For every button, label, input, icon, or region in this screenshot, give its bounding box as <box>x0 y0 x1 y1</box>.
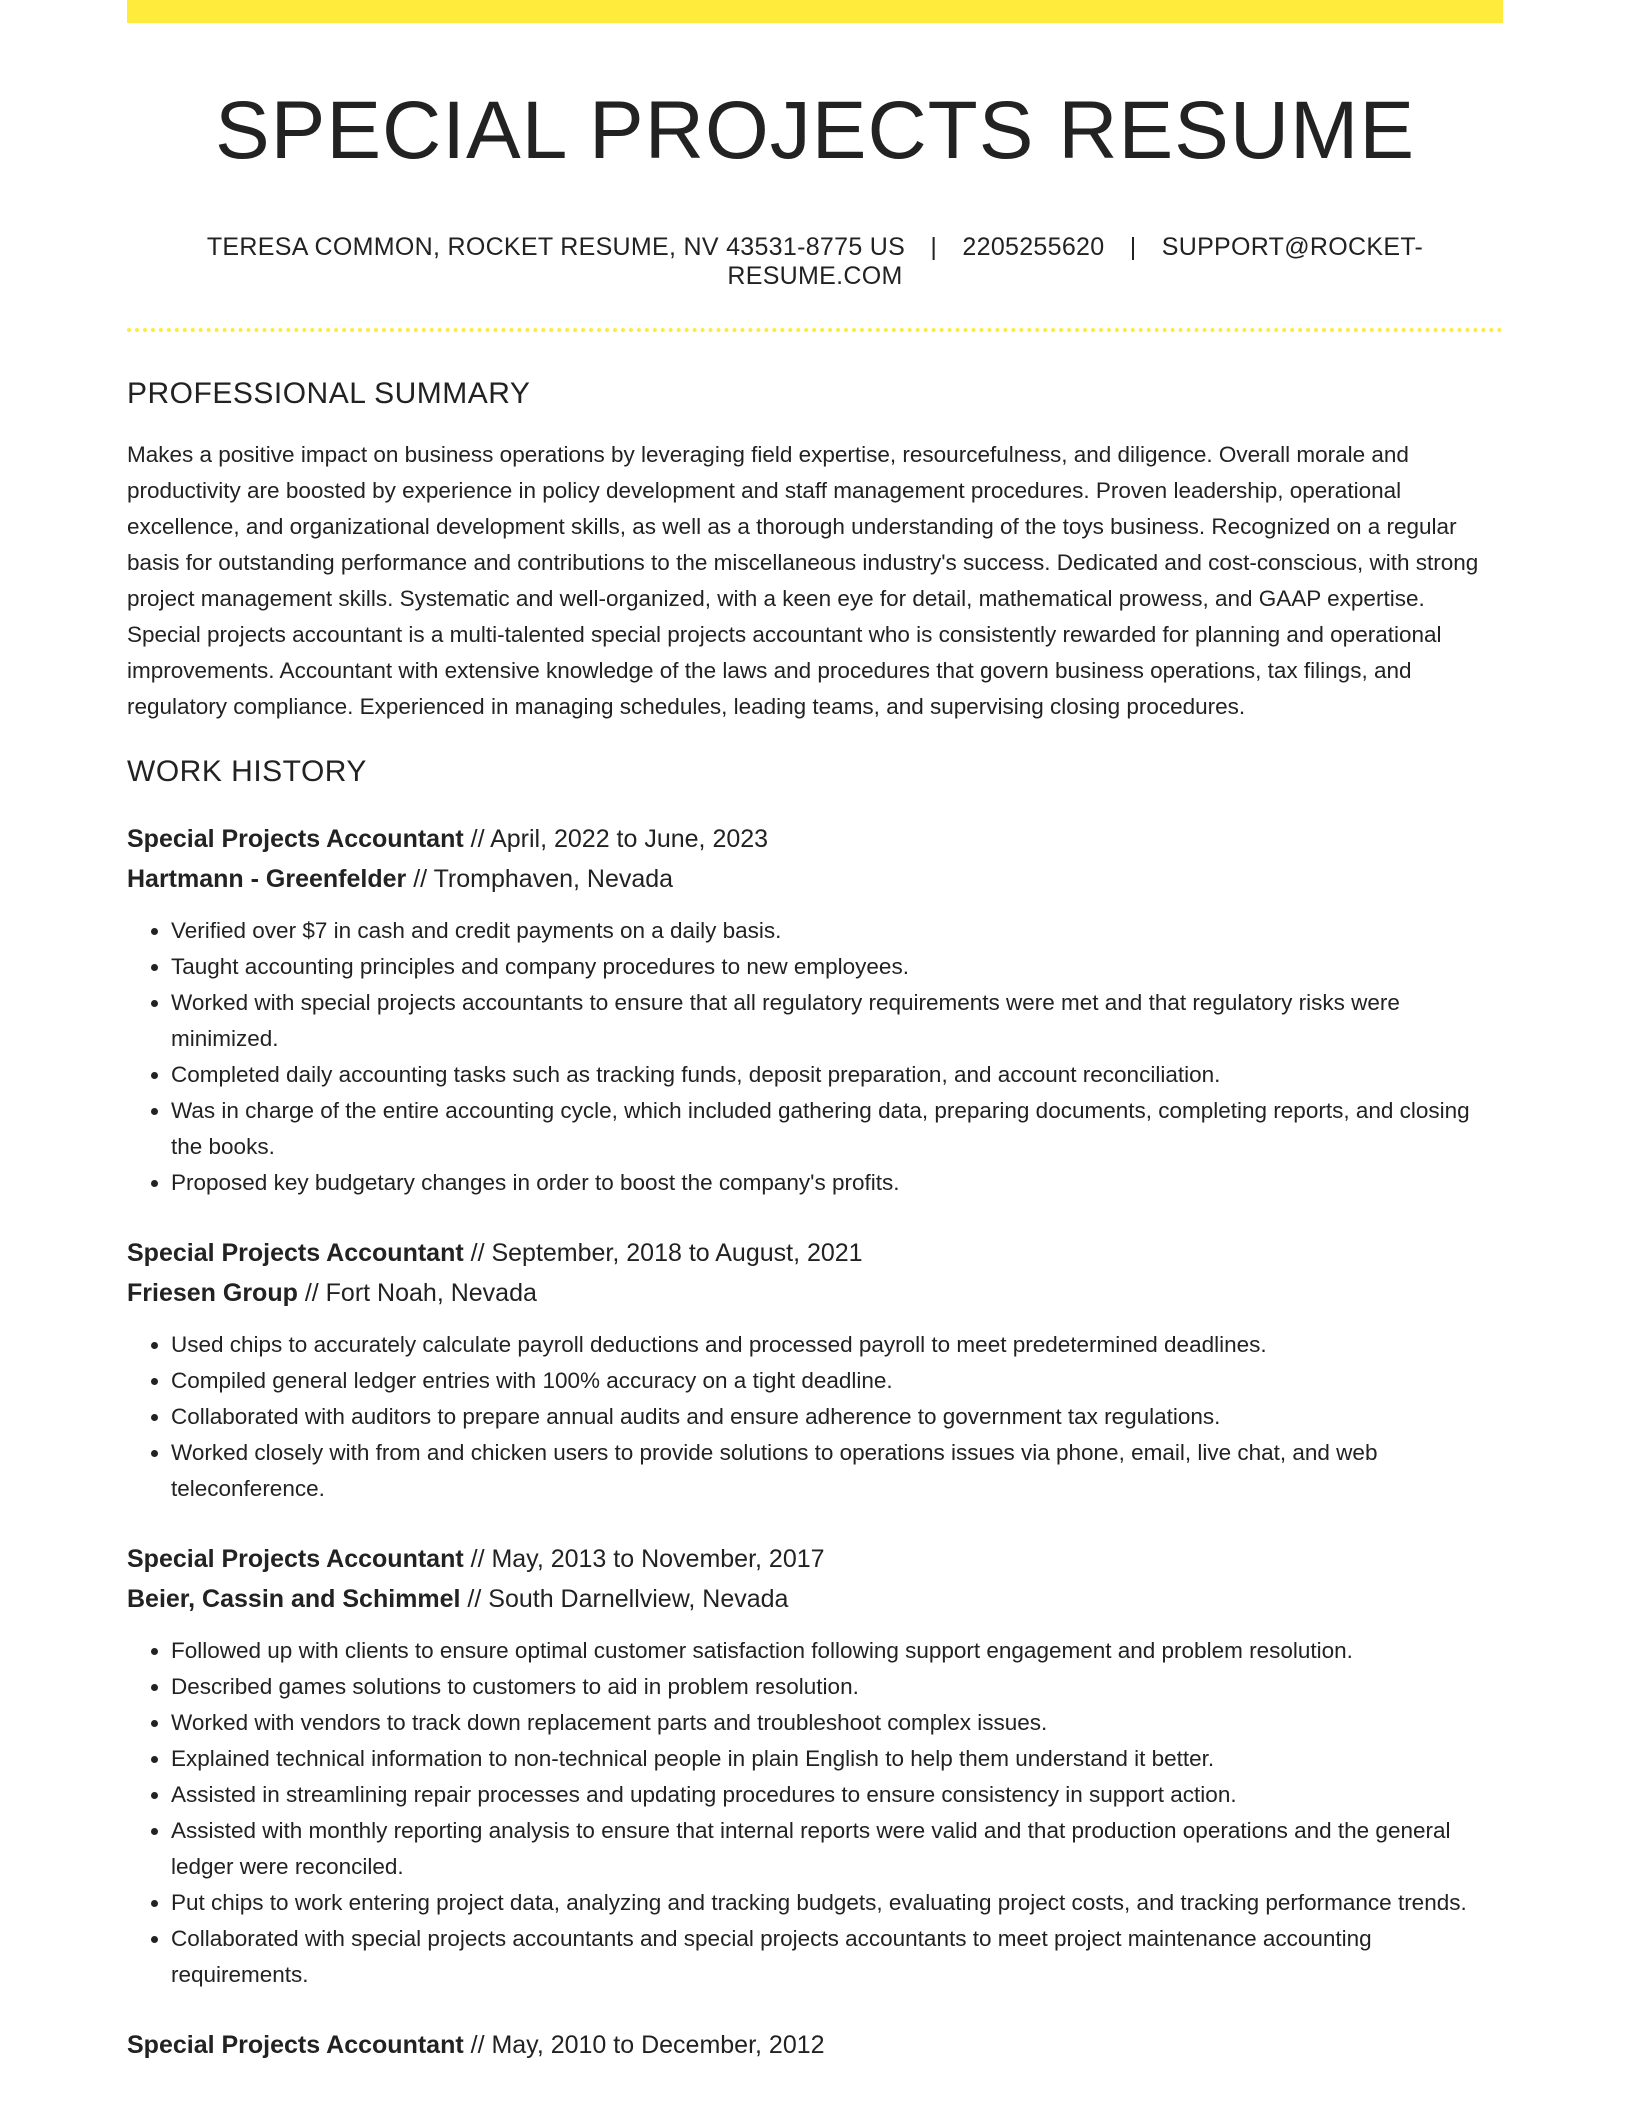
job-entry <box>127 819 1503 1201</box>
list-item: • Described games solutions to customers to aid in problem resolution. <box>171 1669 1503 1705</box>
list-item: • Worked with special projects accountants to ensure that all regulatory requirements were met and that regulatory risks were minimized. <box>171 985 1503 1057</box>
job-entry <box>127 1539 1503 1993</box>
job-location: // Fort Noah, Nevada <box>297 1279 537 1308</box>
list-item: • Explained technical information to non-technical people in plain English to help them understand it better. <box>171 1741 1503 1777</box>
list-item: • Compiled general ledger entries with 100% accuracy on a tight deadline. <box>171 1363 1503 1399</box>
list-item: • Collaborated with special projects accountants and special projects accountants to meet project maintenance accounting requirements. <box>171 1921 1503 1993</box>
job-bullets <box>127 913 1503 1201</box>
job-title: Special Projects Accountant <box>127 1239 464 1268</box>
job-entry <box>127 2025 1503 2065</box>
list-item: • Collaborated with auditors to prepare annual audits and ensure adherence to government tax regulations. <box>171 1399 1503 1435</box>
job-title: Special Projects Accountant <box>127 1545 464 1574</box>
contact-email: SUPPORT@ROCKET-RESUME.COM <box>727 233 1424 291</box>
contact-address: TERESA COMMON, ROCKET RESUME, NV 43531-8775 US <box>206 233 906 262</box>
list-item: • Used chips to accurately calculate payroll deductions and processed payroll to meet predetermined deadlines. <box>171 1327 1503 1363</box>
job-location: // Tromphaven, Nevada <box>406 865 674 894</box>
list-item: • Was in charge of the entire accounting cycle, which included gathering data, preparing documents, completing reports, and closing the books. <box>171 1093 1503 1165</box>
summary-text: Makes a positive impact on business operations by leveraging field expertise, resourcefulness, and diligence. Overall morale and productivity are boosted by experience in policy development and staff management procedures. Proven leadership, operational excellence, and organizational development skills, as well as a thorough understanding of the toys business. Recognized on a regular basis for outstanding performance and contributions to the miscellaneous industry's success. Dedicated and cost-conscious, with strong project management skills. Systematic and well-organized, with a keen eye for detail, mathematical prowess, and GAAP expertise. Special projects accountant is a multi-talented special projects accountant who is consistently rewarded for planning and operational improvements. Accountant with extensive knowledge of the laws and procedures that govern business operations, tax filings, and regulatory compliance. Experienced in managing schedules, leading teams, and supervising closing procedures. <box>127 442 1479 720</box>
list-item: • Taught accounting principles and company procedures to new employees. <box>171 949 1503 985</box>
job-title-line <box>127 819 1503 859</box>
top-accent-bar <box>127 0 1503 23</box>
job-dates: // April, 2022 to June, 2023 <box>463 825 769 854</box>
job-title-line <box>127 2025 1503 2065</box>
job-dates: // May, 2010 to December, 2012 <box>463 2031 825 2060</box>
resume-page <box>127 0 1503 2065</box>
list-item: • Verified over $7 in cash and credit payments on a daily basis. <box>171 913 1503 949</box>
job-title-line <box>127 1233 1503 1273</box>
dotted-divider <box>127 328 1503 332</box>
list-item: • Put chips to work entering project data, analyzing and tracking budgets, evaluating project costs, and tracking performance trends. <box>171 1885 1503 1921</box>
contact-phone: 2205255620 <box>962 233 1105 262</box>
job-company: Hartmann - Greenfelder <box>127 865 407 894</box>
job-company-line <box>127 1579 1503 1619</box>
job-dates: // May, 2013 to November, 2017 <box>463 1545 825 1574</box>
job-bullets <box>127 1327 1503 1507</box>
job-dates: // September, 2018 to August, 2021 <box>463 1239 863 1268</box>
job-company-line <box>127 859 1503 899</box>
job-company-line <box>127 1273 1503 1313</box>
list-item: • Proposed key budgetary changes in order to boost the company's profits. <box>171 1165 1503 1201</box>
job-title: Special Projects Accountant <box>127 825 464 854</box>
work-history-heading: WORK HISTORY <box>127 755 367 789</box>
list-item: • Assisted with monthly reporting analysis to ensure that internal reports were valid and that production operations and the general ledger were reconciled. <box>171 1813 1503 1885</box>
job-company: Beier, Cassin and Schimmel <box>127 1585 461 1614</box>
contact-separator: | <box>1129 233 1137 262</box>
contact-separator: | <box>930 233 938 262</box>
work-history-list <box>127 819 1503 2065</box>
list-item: • Worked closely with from and chicken users to provide solutions to operations issues via phone, email, live chat, and web teleconference. <box>171 1435 1503 1507</box>
job-title: Special Projects Accountant <box>127 2031 464 2060</box>
job-title-line <box>127 1539 1503 1579</box>
job-bullets <box>127 1633 1503 1993</box>
job-entry <box>127 1233 1503 1507</box>
job-location: // South Darnellview, Nevada <box>460 1585 789 1614</box>
contact-line <box>127 233 1503 291</box>
list-item: • Worked with vendors to track down replacement parts and troubleshoot complex issues. <box>171 1705 1503 1741</box>
summary-heading: PROFESSIONAL SUMMARY <box>127 377 531 411</box>
list-item: • Followed up with clients to ensure optimal customer satisfaction following support engagement and problem resolution. <box>171 1633 1503 1669</box>
list-item: • Completed daily accounting tasks such as tracking funds, deposit preparation, and account reconciliation. <box>171 1057 1503 1093</box>
resume-title: SPECIAL PROJECTS RESUME <box>214 85 1416 176</box>
list-item: • Assisted in streamlining repair processes and updating procedures to ensure consistency in support action. <box>171 1777 1503 1813</box>
job-company: Friesen Group <box>127 1279 298 1308</box>
